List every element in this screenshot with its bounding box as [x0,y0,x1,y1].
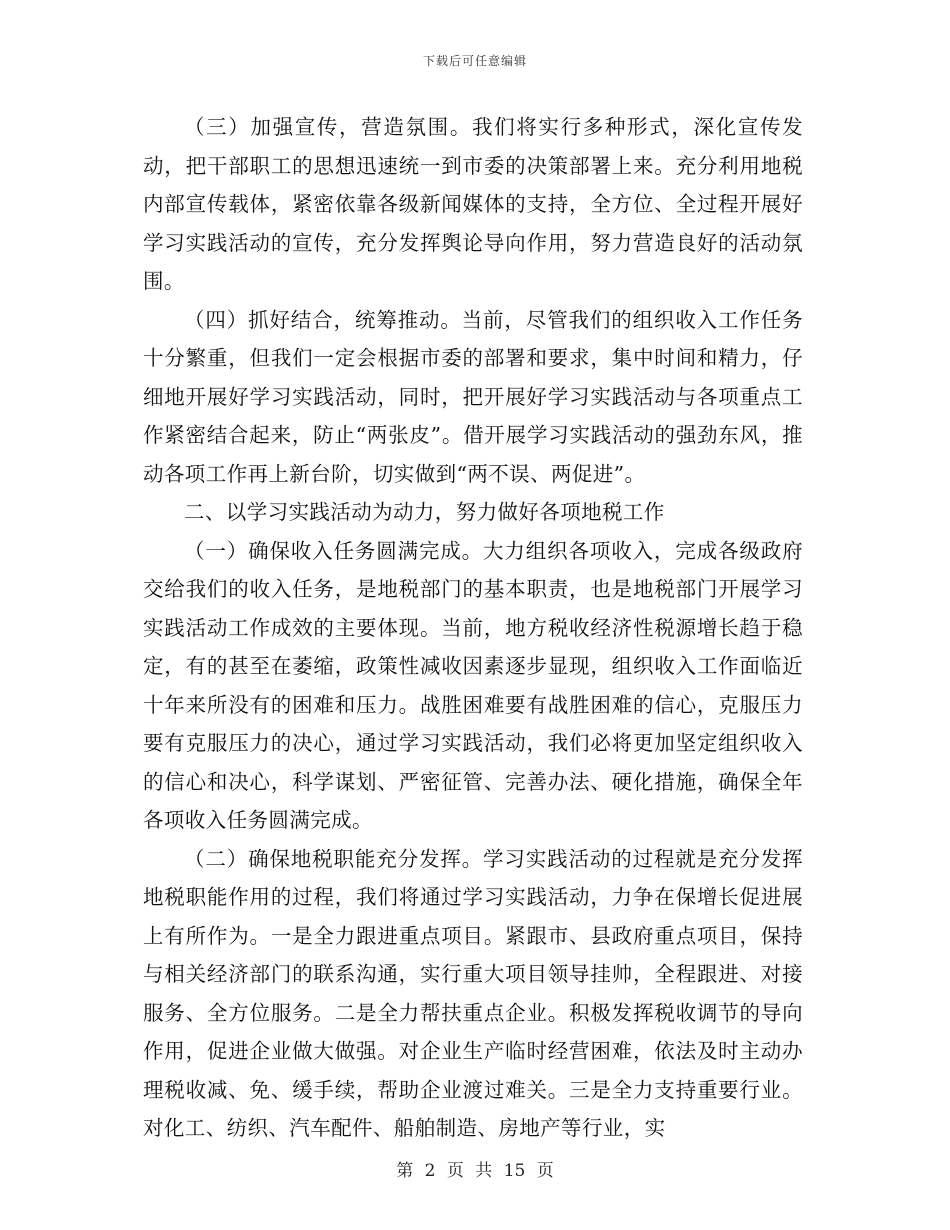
paragraph-publicity: （三）加强宣传，营造氛围。我们将实行多种形式，深化宣传发动，把干部职工的思想迅速统一到市委的决策部署上来。充分利用地税内部宣传载体，紧密依靠各级新闻媒体的支持，全方位、全过程开展好学习实践活动的宣传，充分发挥舆论导向作用，努力营造良好的活动氛围。 [143,115,803,293]
paragraph-tax-function: （二）确保地税职能充分发挥。学习实践活动的过程就是充分发挥地税职能作用的过程，我们将通过学习实践活动，力争在保增长促进展上有所作为。一是全力跟进重点项目。紧跟市、县政府重点项目，保持与相关经济部门的联系沟通，实行重大项目领导挂帅，全程跟进、对接服务、全方位服务。二是全力帮扶重点企业。积极发挥税收调节的导向作用，促进企业做大做强。对企业生产临时经营困难，依法及时主动办理税收减、免、缓手续，帮助企业渡过难关。三是全力支持重要行业。对化工、纺织、汽车配件、船舶制造、房地产等行业，实 [143,846,803,1140]
document-body [143,108,803,1148]
section-heading-two: 二、以学习实践活动为动力，努力做好各项地税工作 [184,500,665,524]
paragraph-revenue-task: （一）确保收入任务圆满完成。大力组织各项收入，完成各级政府交给我们的收入任务，是地税部门的基本职责，也是地税部门开展学习实践活动工作成效的主要体现。当前，地方税收经济性税源增长趋于稳定，有的甚至在萎缩，政策性减收因素逐步显现，组织收入工作面临近十年来所没有的困难和压力。战胜困难要有战胜困难的信心，克服压力要有克服压力的决心，通过学习实践活动，我们必将更加坚定组织收入的信心和决心，科学谋划、严密征管、完善办法、硬化措施，确保全年各项收入任务圆满完成。 [143,538,803,832]
page-header-note: 下载后可任意编辑 [422,54,527,68]
paragraph-integration: （四）抓好结合，统筹推动。当前，尽管我们的组织收入工作任务十分繁重，但我们一定会根据市委的部署和要求，集中时间和精力，仔细地开展好学习实践活动，同时，把开展好学习实践活动与各项重点工作紧密结合起来，防止“两张皮”。借开展学习实践活动的强劲东风，推动各项工作再上新台阶，切实做到“两不误、两促进”。 [143,307,803,486]
page-number-footer: 第 2 页 共 15 页 [396,1161,554,1181]
